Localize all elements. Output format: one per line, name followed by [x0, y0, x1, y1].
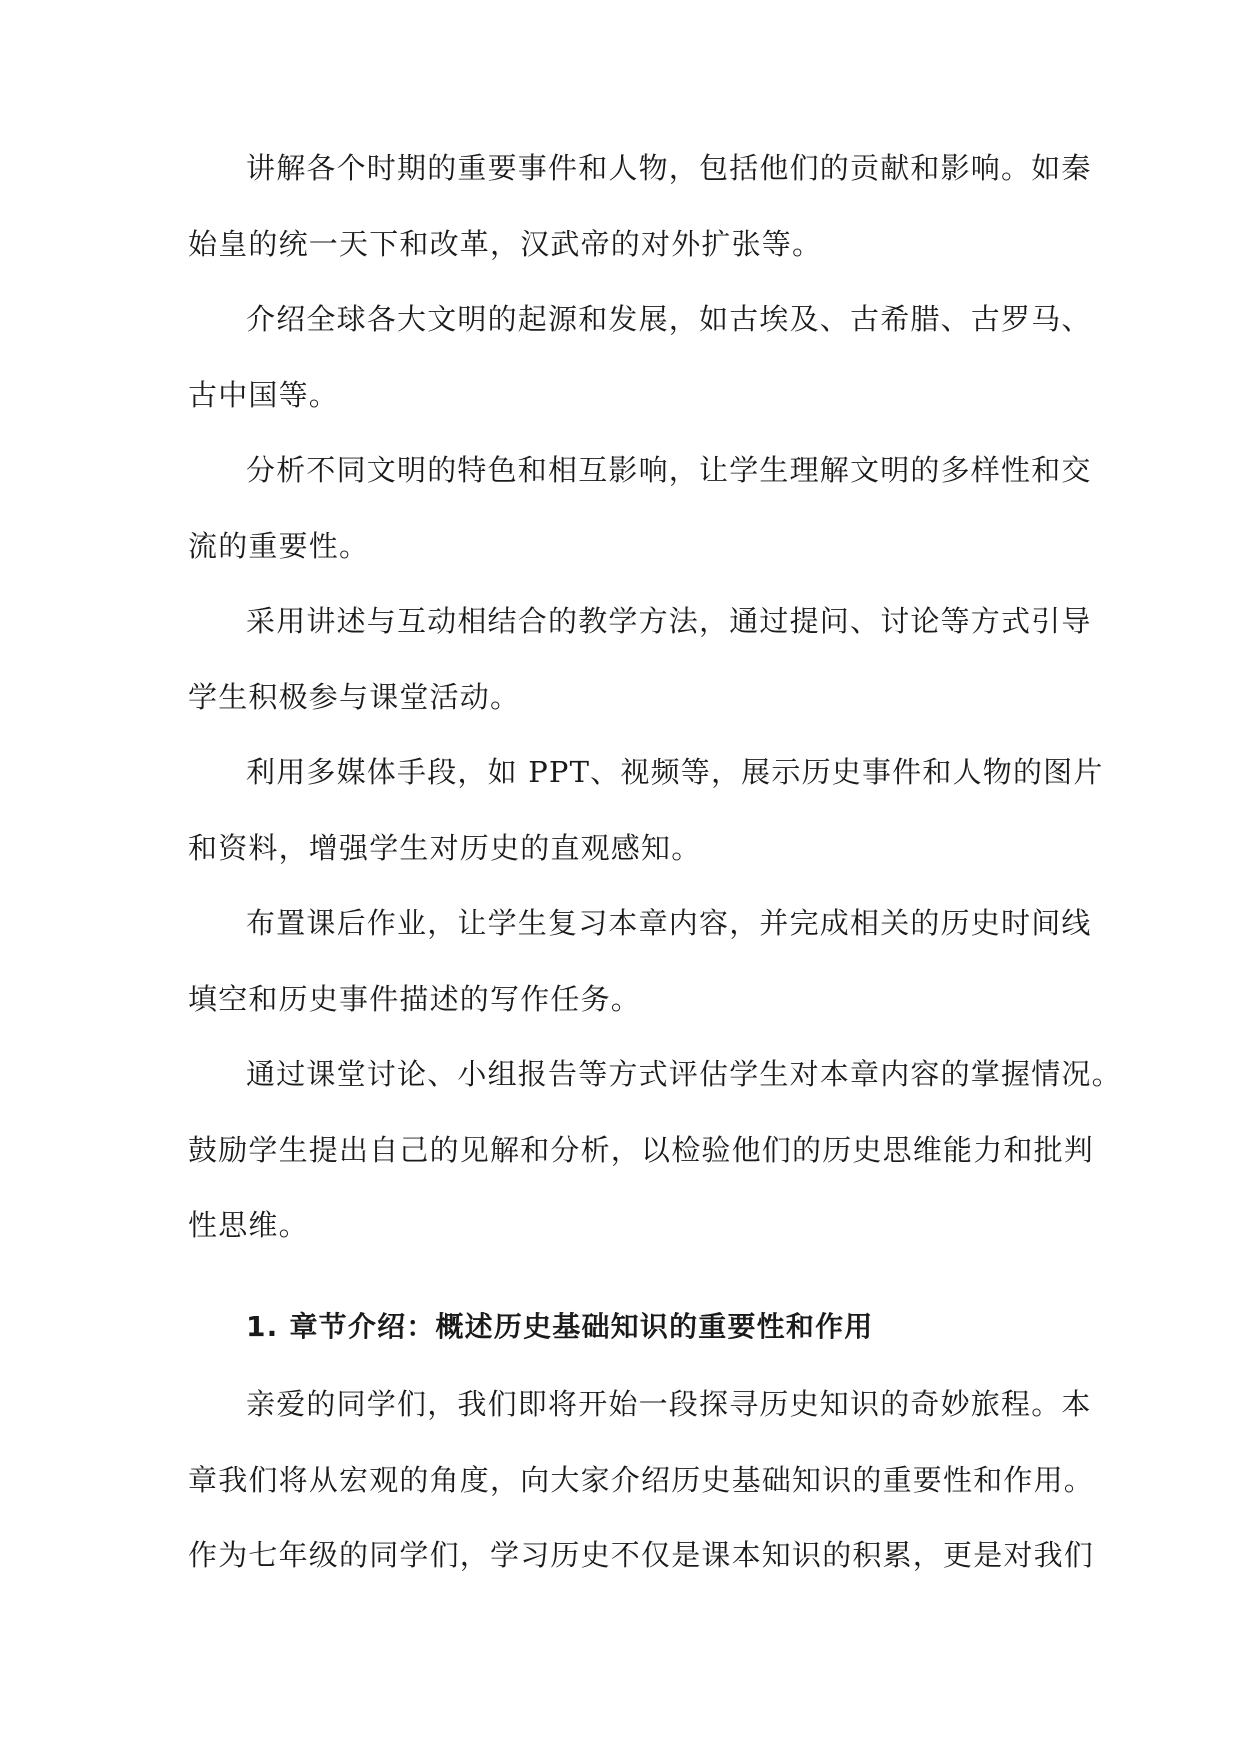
- paragraph-4-line-1: 采用讲述与互动相结合的教学方法，通过提问、讨论等方式引导: [246, 604, 1092, 638]
- intro-line-3: 作为七年级的同学们，学习历史不仅是课本知识的积累，更是对我们: [188, 1538, 1095, 1572]
- paragraph-2-line-1: 介绍全球各大文明的起源和发展，如古埃及、古希腊、古罗马、: [246, 302, 1092, 336]
- paragraph-1-line-1: 讲解各个时期的重要事件和人物，包括他们的贡献和影响。如秦: [246, 151, 1092, 185]
- section-heading: 1. 章节介绍：概述历史基础知识的重要性和作用: [246, 1310, 874, 1343]
- paragraph-2-line-2: 古中国等。: [188, 378, 340, 412]
- paragraph-6-line-1: 布置课后作业，让学生复习本章内容，并完成相关的历史时间线: [246, 906, 1092, 940]
- intro-line-1: 亲爱的同学们，我们即将开始一段探寻历史知识的奇妙旅程。本: [246, 1387, 1092, 1421]
- paragraph-3-line-1: 分析不同文明的特色和相互影响，让学生理解文明的多样性和交: [246, 453, 1092, 487]
- paragraph-5-line-1: 利用多媒体手段，如 PPT、视频等，展示历史事件和人物的图片: [246, 755, 1104, 789]
- paragraph-6-line-2: 填空和历史事件描述的写作任务。: [188, 982, 642, 1016]
- paragraph-3-line-2: 流的重要性。: [188, 529, 370, 563]
- paragraph-1-line-2: 始皇的统一天下和改革，汉武帝的对外扩张等。: [188, 227, 823, 261]
- paragraph-4-line-2: 学生积极参与课堂活动。: [188, 680, 521, 714]
- intro-line-2: 章我们将从宏观的角度，向大家介绍历史基础知识的重要性和作用。: [188, 1463, 1095, 1497]
- paragraph-7-line-3: 性思维。: [188, 1208, 309, 1242]
- paragraph-7-line-1: 通过课堂讨论、小组报告等方式评估学生对本章内容的掌握情况。: [246, 1057, 1122, 1091]
- paragraph-7-line-2: 鼓励学生提出自己的见解和分析，以检验他们的历史思维能力和批判: [188, 1133, 1095, 1167]
- paragraph-5-line-2: 和资料，增强学生对历史的直观感知。: [188, 831, 702, 865]
